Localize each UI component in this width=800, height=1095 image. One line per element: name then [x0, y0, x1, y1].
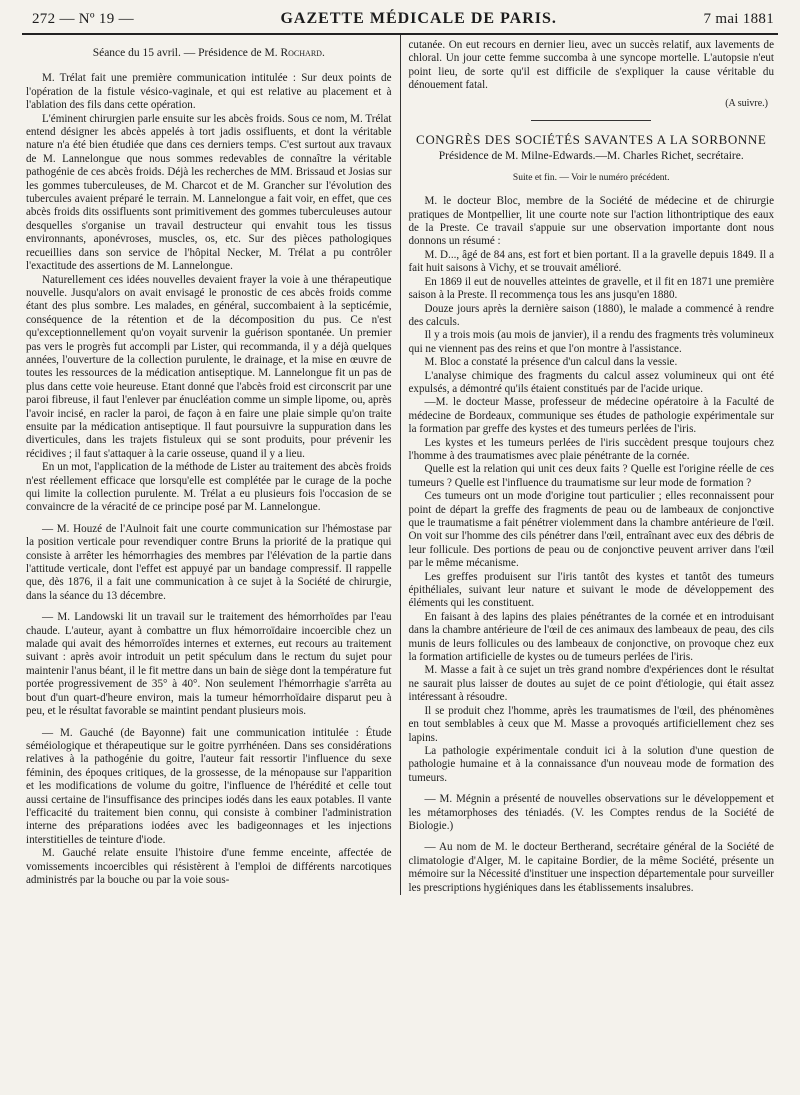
paragraph: L'analyse chimique des fragments du calcul assez volumineux qui ont été expulsés, a démontré qu'ils étaient constitués par de l'acide urique.	[408, 369, 774, 395]
paragraph: — M. Landowski lit un travail sur le traitement des hémorrhoïdes par l'eau chaude. L'auteur, ayant à combattre un flux hémorroïdaire incoercible chez un malade qui avait des hémorroïdes internes et externes, eut recours au traitement suivant : après avoir introduit un petit spéculum dans le rectum du sujet pour maintenir l'anus béant, il le fit mettre dans un bain de siège dont la température fut portée progressivement de 35° à 40°. Non seulement l'hémorrhagie s'arrêta au bout d'un quart-d'heure environ, mais la tumeur hémorrhoïdaire disparut peu à peu, et le résultat favorable se maintint pendant plusieurs mois.	[26, 611, 392, 718]
paragraph: Ces tumeurs ont un mode d'origine tout particulier ; elles reconnaissent pour point de départ la greffe des fragments de peau ou de lambeaux de conjonctive que le traumatisme a fait pénétrer violemment dans la chambre antérieure de l'œil. On voit sur l'homme des cils pénétrer dans l'œil, entraînant avec eux des débris de leur follicule. Des portions de peau ou de conjonctive peuvent arriver dans l'œil par le même mécanisme.	[408, 490, 774, 570]
issue-date: 7 mai 1881	[703, 11, 774, 27]
paragraph: En faisant à des lapins des plaies pénétrantes de la cornée et en introduisant dans la chambre antérieure de l'œil de ces animaux des lambeaux de peau, des cils munis de leurs follicules ou des lambeaux de conjonctive, on provoque chez eux la formation artificielle de kystes ou de tumeurs perlées de l'iris.	[408, 610, 774, 664]
paragraph: Naturellement ces idées nouvelles devaient frayer la voie à une thérapeutique nouvelle. Jusqu'alors on avait envisagé le pronostic de ces abcès froids comme étant des plus sombre. Les malades, en général, succombaient à la septicémie, conséquence de la rétention et de la décomposition du pus. Ce n'est qu'exceptionnellement qu'on voyait survenir la guérison spontanée. Un premier pas vers le progrès fut accompli par Lister, qui recommanda, il y a déjà quelques années, l'ouverture de la collection purulente, le drainage, et la mise en œuvre de toutes les ressources de la médication antiseptique. M. Lannelongue fit un pas de plus dans cette voie heureuse. Etant donné que l'abcès froid est circonscrit par une paroi fibreuse, il faut l'enlever par énucléation comme un simple lipome, ou, après l'avoir incisé, en racler la paroi, de façon à en faire une plaie simple qu'on traite ensuite par la médication antiseptique. Il faut poursuivre la suppuration dans les diverticules, dans les trajets fistuleux qui se sont produits, pour prévenir les récidives ; il faut s'attaquer à la carie osseuse, quand il y a lieu.	[26, 273, 392, 460]
session-heading: Séance du 15 avril. — Présidence de M. Rochard.	[92, 47, 325, 59]
paragraph: M. Masse a fait à ce sujet un très grand nombre d'expériences dont le résultat ne saurait plus laisser de doutes au sujet de ce point d'étiologie, qui était assez intéressant à résoudre.	[408, 664, 774, 704]
paragraph: M. Bloc a constaté la présence d'un calcul dans la vessie.	[424, 356, 678, 369]
section-title: CONGRÈS DES SOCIÉTÉS SAVANTES A LA SORBONNE	[416, 132, 767, 148]
paragraph: En un mot, l'application de la méthode de Lister au traitement des abcès froids n'est réellement efficace que lorsqu'elle est complétée par le curage de la poche qui limite la collection purulente. M. Trélat a eu plusieurs fois l'occasion de se convaincre de la véracité de ce principe posé par M. Lannelongue.	[26, 461, 392, 514]
paragraph: Les greffes produisent sur l'iris tantôt des kystes et tantôt des tumeurs épithéliales, suivant leur nature et suivant le mode de développement des éléments qui les constituent.	[408, 570, 774, 610]
paragraph: cutanée. On eut recours en dernier lieu, avec un succès relatif, aux lavements de chloral. Un jour cette femme succomba à une syncope mortelle. L'autopsie n'eut point lieu, de sorte qu'il est difficile de s'expliquer la cause véritable du dénouement fatal.	[408, 39, 774, 92]
text-columns	[22, 35, 778, 895]
section-rule	[531, 120, 651, 121]
presidence-line: Présidence de M. Milne-Edwards.—M. Charles Richet, secrétaire.	[438, 150, 744, 163]
paragraph: — M. Houzé de l'Aulnoit fait une courte communication sur l'hémostase par la position verticale pour revendiquer contre Bruns la priorité de la pratique qui consiste à arrêter les hémorrhagies des membres par l'élévation de la partie dans l'attitude verticale, dont l'effet est appuyé par un bandage compressif. Il rappelle que, dès 1876, il a fait une communication à ce sujet à la Société de chirurgie, dans la séance du 13 décembre.	[26, 522, 392, 602]
continuation-note: Suite et fin. — Voir le numéro précédent.	[512, 172, 670, 183]
journal-title: GAZETTE MÉDICALE DE PARIS.	[280, 10, 557, 27]
paragraph: — Au nom de M. le docteur Bertherand, secrétaire général de la Société de climatologie d'Alger, M. le capitaine Bordier, de la même Société, présente un mémoire sur la Nécessité d'instituer une inspection départementale pour surveiller les prescriptions hygiéniques dans les établissements insalubres.	[408, 841, 774, 894]
page-header	[22, 10, 778, 33]
left-column	[22, 35, 400, 895]
paragraph: L'éminent chirurgien parle ensuite sur les abcès froids. Sous ce nom, M. Trélat entend désigner les abcès appelés à tort jadis ossifluents, et dont la véritable nature n'a été bien étudiée que dans ces derniers temps. C'est surtout aux travaux de M. Lannelongue que nous sommes redevables de connaître la véritable pathogénie de ces abcès froids. Déjà les recherches de MM. Brissaud et Josias sur les gommes tuberculeuses, de M. Charcot et de M. Grancher sur l'évolution des tubercules avaient préparé le terrain. M. Lannelongue a fait voir, en effet, que ces abcès froids dits ossifluents sont primitivement des gommes tuberculeuses autour desquelles s'organise un travail destructeur qui envahit tous les tissus environnants, aponévroses, muscles, os, etc. Sur des pièces pathologiques recueillies dans son service de l'hôpital Necker, M. Trélat a pu contrôler l'exactitude des assertions de M. Lannelongue.	[26, 112, 392, 273]
paragraph: — M. Gauché (de Bayonne) fait une communication intitulée : Étude séméiologique et thérapeutique sur le goitre pyrrhénéen. Dans ses considérations relatives à la pathogénie du goitre, l'auteur fait ressortir l'influence du sexe féminin, des époques critiques, de la grossesse, de la ménopause sur l'apparition et les modifications de volume du goitre, l'influence de l'hérédité et celle tout aussi certaine de l'insuffisance des principes iodés dans les eaux potables. Il vante l'efficacité du traitement bien connu, qui consiste à combiner l'administration interne des préparations iodées avec les badigeonnages et les injections interstitielles de teinture d'iode.	[26, 726, 392, 846]
paragraph: M. le docteur Bloc, membre de la Société de médecine et de chirurgie pratiques de Montpellier, lit une courte note sur l'action lithontriptique des eaux de la Preste. Ce travail s'appuie sur une observation importante dont nous donnons un résumé :	[408, 195, 774, 248]
paragraph: Douze jours après la dernière saison (1880), le malade a commencé à rendre des calculs.	[408, 302, 774, 328]
paragraph: En 1869 il eut de nouvelles atteintes de gravelle, et il fit en 1871 une première saison à la Preste. Il recommença tous les ans jusqu'en 1880.	[408, 275, 774, 302]
paragraph: —M. le docteur Masse, professeur de médecine opératoire à la Faculté de médecine de Bordeaux, communique ses études de pathologie expérimentale sur la formation par greffe des kystes et des tumeurs perlées de l'iris.	[408, 396, 774, 436]
paragraph: M. Gauché relate ensuite l'histoire d'une femme enceinte, affectée de vomissements incoercibles qui résistèrent à l'emploi de différents narcotiques administrés par la bouche ou par la voie sous-	[26, 847, 392, 886]
right-column	[400, 35, 778, 895]
paragraph: M. D..., âgé de 84 ans, est fort et bien portant. Il a la gravelle depuis 1849. Il a fait huit saisons à Vichy, et se trouvait amélioré.	[408, 248, 774, 275]
paragraph: Il y a trois mois (au mois de janvier), il a rendu des fragments très volumineux qui ne viennent pas des reins et que l'on montre à l'assistance.	[408, 329, 774, 355]
paragraph: La pathologie expérimentale conduit ici à la solution d'une question de pathologie humaine et à la connaissance d'un nouveau mode de formation des tumeurs.	[408, 744, 774, 784]
to-be-continued: (A suivre.)	[725, 97, 768, 109]
paragraph: Il se produit chez l'homme, après les traumatismes de l'œil, des phénomènes en tout semblables à ceux que M. Masse a provoqués artificiellement chez ses lapins.	[408, 704, 774, 744]
paragraph: Quelle est la relation qui unit ces deux faits ? Quelle est l'origine réelle de ces tumeurs ? Quelle est l'influence du traumatisme sur leur mode de formation ?	[408, 463, 774, 489]
paragraph: — M. Mégnin a présenté de nouvelles observations sur le développement et les métamorphoses des téniadés. (V. les Comptes rendus de la Société de Biologie.)	[408, 793, 774, 832]
paragraph: M. Trélat fait une première communication intitulée : Sur deux points de l'opération de la fistule vésico-vaginale, et qui est relative au placement et à l'ablation des fils dans cette opération.	[26, 72, 392, 112]
page-number: 272 — Nº 19 —	[32, 11, 134, 27]
paragraph: Les kystes et les tumeurs perlées de l'iris succèdent presque toujours chez l'homme à des traumatismes avec plaie pénétrante de la cornée.	[408, 436, 774, 462]
